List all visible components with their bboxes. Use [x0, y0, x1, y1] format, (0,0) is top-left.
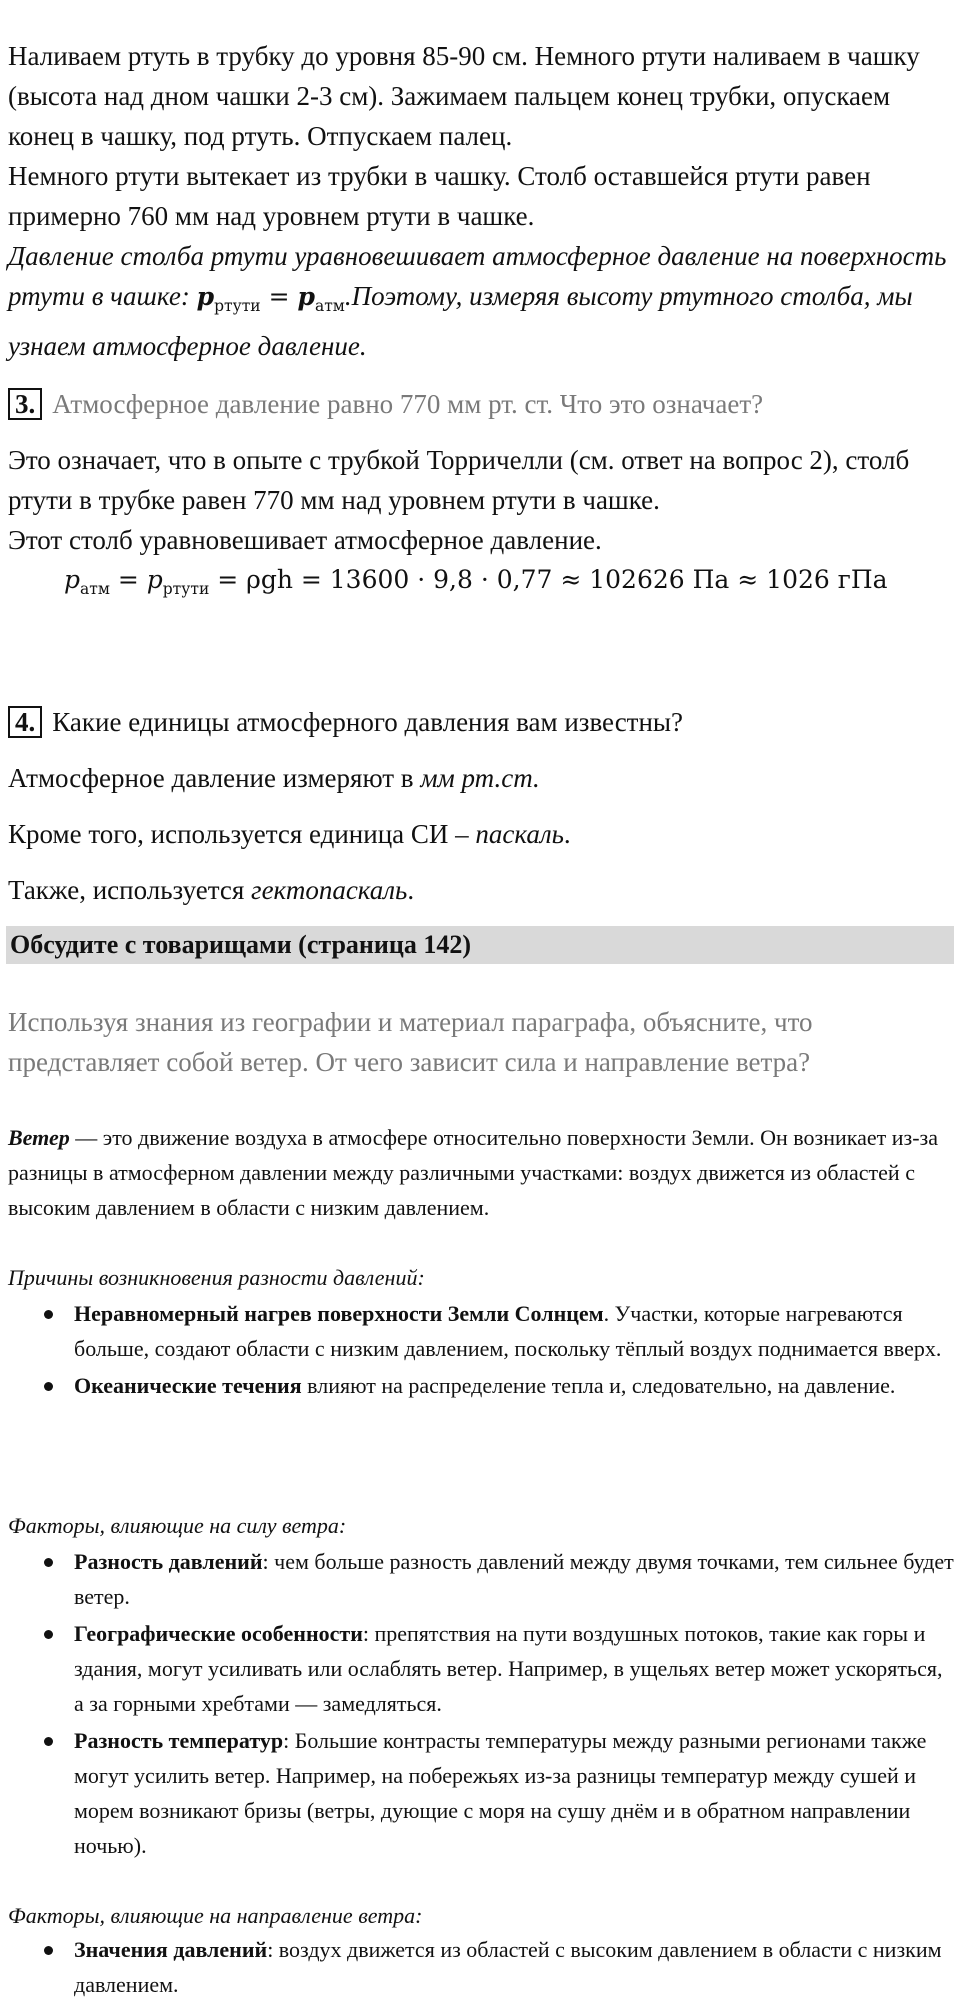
answer-4-line-1: Атмосферное давление измеряют в мм рт.ст. [8, 763, 540, 793]
list-item: Неравномерный нагрев поверхности Земли Солнцем. Участки, которые нагреваются больше, создают области с низким давлением, поскольку тёплый воздух поднимается вверх. [74, 1296, 954, 1366]
list-item: Океанические течения влияют на распределение тепла и, следовательно, на давление. [74, 1368, 954, 1403]
formula-inline: $p_{ртути} = p_{атм}$ [196, 282, 345, 315]
question-number: 3. [8, 388, 42, 420]
discuss-question: Используя знания из географии и материал параграфа, объясните, что представляет собой ветер. От чего зависит сила и направление ветра? [8, 1007, 813, 1077]
list-item: Разность давлений: чем больше разность давлений между двумя точками, тем сильнее будет ветер. [74, 1544, 954, 1614]
formula-pressure: $p_{атм} = p_{ртути} = \rho gh = 13600 \cdot 9,8 \cdot 0,77 \approx 102626$ Па ≈ 1026 гПа [64, 565, 888, 598]
list-item: Разность температур: Большие контрасты температуры между разными регионами также могут усилить ветер. Например, на побережьях из-за разницы температур между сушей и морем возникают бризы (ветры, дующие с моря на сушу днём и в обратном направлении ночью). [74, 1723, 954, 1863]
answer-4-line-2: Кроме того, используется единица СИ – паскаль. [8, 819, 571, 849]
question-text: Атмосферное давление равно 770 мм рт. ст. Что это означает? [52, 389, 764, 419]
strength-list [8, 1544, 954, 1865]
causes-list [8, 1296, 954, 1405]
list-item: Географические особенности: препятствия на пути воздушных потоков, такие как горы и здания, могут усиливать или ослаблять ветер. Например, в ущельях ветер может ускоряться, а за горными хребтами — замедляться. [74, 1616, 954, 1721]
intro-paragraph-3: Давление столба ртути уравновешивает атмосферное давление на поверхность ртути в чашке: $p_{ртути}$ = $p_{атм}.Поэтому$, измеряя высоту ртутного столба, мы узнаем атмосферное давление. [8, 241, 947, 361]
answer-3-paragraph-1: Это означает, что в опыте с трубкой Торричелли (см. ответ на вопрос 2), столб ртути в трубке равен 770 мм над уровнем ртути в чашке. [8, 445, 910, 515]
answer-3-paragraph-2: Этот столб уравновешивает атмосферное давление. [8, 525, 602, 555]
section-header: Обсудите с товарищами (страница 142) [6, 926, 954, 964]
causes-title: Причины возникновения разности давлений: [8, 1265, 425, 1290]
question-4 [8, 702, 952, 742]
intro-paragraph-1: Наливаем ртуть в трубку до уровня 85-90 см. Немного ртути наливаем в чашку (высота над дном чашки 2-3 см). Зажимаем пальцем конец трубки, опускаем конец в чашку, под ртуть. Отпускаем палец. [8, 41, 920, 151]
direction-title: Факторы, влияющие на направление ветра: [8, 1903, 423, 1928]
wind-definition: Ветер — это движение воздуха в атмосфере относительно поверхности Земли. Он возникает из-за разницы в атмосферном давлении между различными участками: воздух движется из областей с высоким давлением в области с низким давлением. [8, 1125, 938, 1220]
direction-list [8, 1932, 954, 2004]
question-text: Какие единицы атмосферного давления вам известны? [52, 707, 684, 737]
list-item: Значения давлений: воздух движется из областей с высоким давлением в области с низким давлением. [74, 1932, 954, 2002]
question-3 [8, 384, 952, 424]
intro-paragraph-2: Немного ртути вытекает из трубки в чашку. Столб оставшейся ртути равен примерно 760 мм над уровнем ртути в чашке. [8, 161, 871, 231]
strength-title: Факторы, влияющие на силу ветра: [8, 1513, 347, 1538]
question-number: 4. [8, 706, 42, 738]
answer-4-line-3: Также, используется гектопаскаль. [8, 875, 415, 905]
